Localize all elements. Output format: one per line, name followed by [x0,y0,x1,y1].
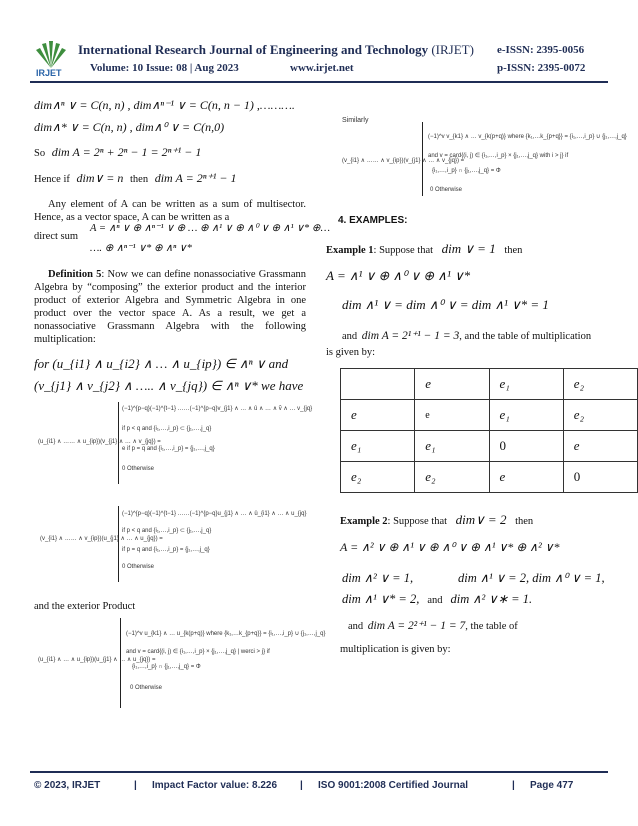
table-cell: e₂ [341,462,415,493]
eq-direct-sum-1: A = ∧ⁿ ∨ ⊕ ∧ⁿ⁻¹ ∨ ⊕ … ⊕ ∧¹ ∨ ⊕ ∧⁰ ∨ ⊕ ∧¹ ∨* ⊕… [90,223,330,234]
formula-3-lhs: (u_{i1} ∧ … ∧ u_{ip})(u_{j1} ∧ … ∧ u_{jq}) = [38,657,156,663]
footer-page: Page 477 [530,780,574,791]
footer-sep-3: | [512,780,515,791]
formula-4-case-2: and v = card{(i, j) ∈ {i₁,…,i_p} × {j₁,…,j_q} with i > j} if [428,153,569,159]
table-cell: e [415,369,489,400]
eq-dim-line-1: dim∧ⁿ ∨ = C(n, n) , dim∧ⁿ⁻¹ ∨ = C(n, n − 1) ,………. [34,98,295,112]
exterior-product-label: and the exterior Product [34,601,136,612]
formula-2-brace [118,506,119,582]
hence-line: Hence if dim∨ = n then dim A = 2ⁿ⁺¹ − 1 [34,171,237,185]
formula-1-brace [118,402,119,484]
example-2-given: multiplication is given by: [340,644,451,655]
formula-3-case-2: and v = card{(i, j) ∈ {i₁,…,i_p} × {j₁,…,j_q} | werci > j} if [126,649,270,655]
header-rule [30,81,608,83]
formula-4-brace [422,122,423,196]
formula-1-case-1: (−1)^{p−q}(−1)^{t−1} ……(−1)^{p−q}v_{j1} ∧ … ∧ û ∧ … ∧ v̂ ∧ … v_{jq} [122,406,313,412]
eq-direct-sum-2: …. ⊕ ∧ⁿ⁻¹ ∨* ⊕ ∧ⁿ ∨* [90,243,192,254]
table-cell: 0 [489,431,563,462]
footer-impact: Impact Factor value: 8.226 [152,780,278,791]
example-2-dimA: and dim A = 2²⁺¹ − 1 = 7, the table of [348,620,518,632]
formula-3-case-4: 0 Otherwise [130,685,163,691]
table-cell: e [563,431,637,462]
table-cell [341,369,415,400]
footer-sep-1: | [134,780,137,791]
eq-for-v: (v_{j1} ∧ v_{j2} ∧ ….. ∧ v_{jq}) ∈ ∧ⁿ ∨* we have [34,378,304,393]
formula-3-case-1: (−1)^v u_{k1} ∧ … u_{k(p+q)} where {k₁,…k_{p+q}} = {i₁,…,i_p} ∪ {j₁,…,j_q} [126,631,326,637]
journal-logo [30,40,72,80]
formula-3-case-3: {i₁,…,i_p} ∩ {j₁,…,j_q} = Φ [132,664,201,670]
table-row [341,400,638,431]
direct-sum-label: direct sum [34,231,79,242]
formula-2-case-2: if p < q and {i₁,…,i_p} ⊂ {j₁,…,j_q} [122,528,212,534]
logo-fan-icon [30,40,72,70]
formula-3-brace [120,618,121,708]
table-cell: e₂ [563,369,637,400]
table-cell: e₂ [415,462,489,493]
table-cell: e₁ [341,431,415,462]
example-1-dims: dim ∧¹ ∨ = dim ∧⁰ ∨ = dim ∧¹ ∨* = 1 [342,297,549,312]
eq-for-u: for (u_{i1} ∧ u_{i2} ∧ … ∧ u_{ip}) ∈ ∧ⁿ ∨ and [34,356,289,371]
example-2-A: A = ∧² ∨ ⊕ ∧¹ ∨ ⊕ ∧⁰ ∨ ⊕ ∧¹ ∨* ⊕ ∧² ∨* [340,540,560,554]
similarly-label: Similarly [342,117,369,124]
table-cell: e₁ [489,400,563,431]
formula-2-case-4: 0 Otherwise [122,564,155,570]
table-cell: e₂ [563,400,637,431]
definition-text: : Now we can define nonassociative Grassmann Algebra by “composing” the exterior product and the interior product of exterior Algebra and Symmetric Algebra in one product over the vector space A. As a result, we get a nonassociative Grassmann Algebra with the following multiplication: [34,269,307,345]
example-2-dim-line-2: dim ∧¹ ∨* = 2, and dim ∧² ∨∗ = 1. [342,592,533,606]
footer-sep-2: | [300,780,303,791]
footer-iso: ISO 9001:2008 Certified Journal [318,780,469,791]
examples-heading: 4. EXAMPLES: [338,215,408,226]
formula-4-case-3: {i₁,…,i_p} ∩ {j₁,…,j_q} = Φ [432,168,501,174]
example-1-A: A = ∧¹ ∨ ⊕ ∧⁰ ∨ ⊕ ∧¹ ∨* [326,268,471,283]
example-1-given: is given by: [326,347,375,358]
journal-title: International Research Journal of Engineering and Technology (IRJET) [78,42,474,57]
footer-copyright: © 2023, IRJET [34,780,101,791]
volume-issue: Volume: 10 Issue: 08 | Aug 2023 [90,62,239,74]
formula-1-case-2: if p < q and {i₁,…,i_p} ⊂ {j₁,…,j_q} [122,426,212,432]
example-2-dim-2: dim ∧¹ ∨ = 2, dim ∧⁰ ∨ = 1, [458,571,605,585]
multiplication-table [340,368,638,493]
website-link[interactable]: www.irjet.net [290,62,354,74]
eq-dim-line-2: dim∧* ∨ = C(n, n) , dim∧⁰ ∨ = C(n,0) [34,120,225,134]
table-cell: e [415,400,489,431]
eissn: e-ISSN: 2395-0056 [497,44,585,56]
formula-4-case-4: 0 Otherwise [430,187,463,193]
table-cell: e₁ [489,369,563,400]
formula-2-lhs: (v_{i1} ∧ …… ∧ v_{ip})(u_{j1} ∧ … ∧ u_{jq}) = [40,536,163,542]
footer-rule [30,771,608,773]
example-2-intro: Example 2: Suppose that dim∨ = 2 then [340,512,534,527]
definition-label: Definition 5 [48,269,102,280]
table-cell: e [489,462,563,493]
definition-5 [34,268,306,346]
formula-1-case-4: 0 Otherwise [122,466,155,472]
formula-1-lhs: (u_{i1} ∧ …… ∧ u_{ip})(v_{j1} ∧ … ∧ v_{jq}) = [38,439,161,445]
table-row [341,431,638,462]
formula-4-case-1: (−1)^v v_{k1} ∧ … v_{k(p+q)} where {k₁,…k_{p+q}} = {i₁,…,i_p} ∪ {j₁,…,j_q} [428,134,627,140]
formula-2-case-3: if p = q and {i₁,…,i_p} = {j₁,…,j_q} [122,547,210,553]
formula-4-lhs: (v_{i1} ∧ …… ∧ v_{ip})(v_{j1} ∧ … ∧ v_{jq}) = [342,158,465,164]
table-row [341,462,638,493]
formula-1-case-3: e if p = q and {i₁,…,i_p} = {j₁,…,j_q} [122,446,215,452]
example-1-dimA: and dim A = 2¹⁺¹ − 1 = 3, and the table of multiplication [342,330,592,342]
pissn: p-ISSN: 2395-0072 [497,62,586,74]
table-cell: e [341,400,415,431]
formula-2-case-1: (−1)^{p−q}(−1)^{t−1} ……(−1)^{p−q}u_{j1} ∧ … ∧ û_{i1} ∧ … ∧ u_{jq} [122,511,307,517]
so-line: So dim A = 2ⁿ + 2ⁿ − 1 = 2ⁿ⁺¹ − 1 [34,145,202,159]
table-cell: 0 [563,462,637,493]
table-row [341,369,638,400]
paragraph-multisector: Any element of A can be written as a sum of multisector. Hence, as a vector space, A can be written as a [34,199,306,223]
example-1-intro: Example 1: Suppose that dim ∨ = 1 then [326,241,523,256]
logo-text: IRJET [36,68,62,78]
example-2-dim-1: dim ∧² ∨ = 1, [342,571,414,585]
table-cell: e₁ [415,431,489,462]
